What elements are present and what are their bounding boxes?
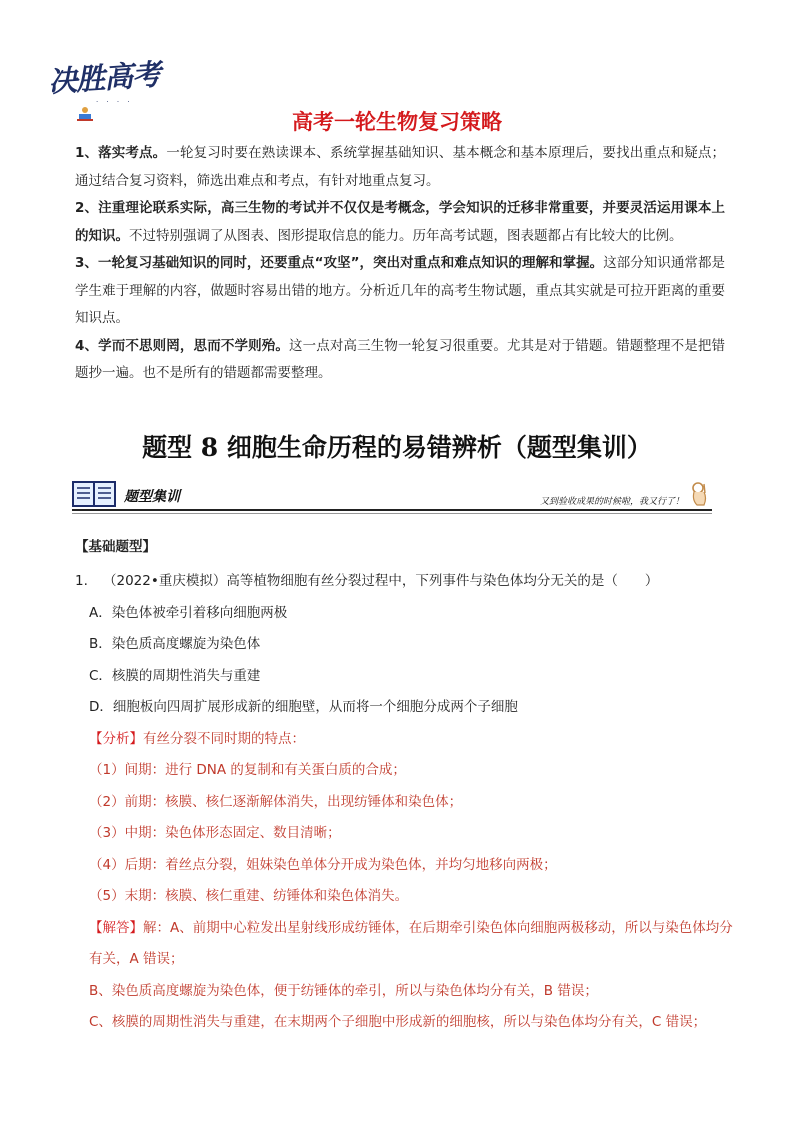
intro-section bbox=[75, 140, 725, 388]
intro-paragraph: 2、注重理论联系实际，高三生物的考试并不仅仅是考概念，学会知识的迁移非常重要，并要灵活运用课本上的知识。不过特别强调了从图表、图形提取信息的能力。历年高考试题，图表题都占有比较大的比例。 bbox=[75, 200, 725, 244]
banner-slogan: 又到验收成果的时候啦，我又行了！ bbox=[539, 497, 684, 507]
book-icon bbox=[72, 480, 116, 508]
analysis-item: （5）末期：核膜、核仁重建、纺锤体和染色体消失。 bbox=[89, 888, 409, 904]
option-c: C．核膜的周期性消失与重建 bbox=[89, 667, 261, 684]
banner-label: 题型集训 bbox=[124, 489, 180, 505]
answer-line: B、染色质高度螺旋为染色体，便于纺锤体的牵引，所以与染色体均分有关，B 错误； bbox=[89, 982, 598, 999]
banner-rule bbox=[72, 509, 712, 511]
option-b: B．染色质高度螺旋为染色体 bbox=[89, 636, 261, 652]
analysis-item: （2）前期：核膜、核仁逐渐解体消失，出现纺锤体和染色体； bbox=[89, 793, 463, 810]
intro-paragraph: 4、学而不思则罔，思而不学则殆。这一点对高三生物一轮复习很重要。尤其是对于错题。错题整理不是把错题抄一遍。也不是所有的错题都需要整理。 bbox=[75, 337, 725, 381]
intro-paragraph: 1、落实考点。一轮复习时要在熟读课本、系统掌握基础知识、基本概念和基本原理后，要找出重点和疑点；通过结合复习资料，筛选出难点和考点，有针对地重点复习。 bbox=[75, 145, 725, 189]
question-1 bbox=[75, 566, 735, 1039]
analysis-item: （3）中期：染色体形态固定、数目清晰； bbox=[89, 825, 341, 841]
main-title: 高考一轮生物复习策略 bbox=[292, 110, 502, 134]
section-banner bbox=[72, 478, 712, 514]
logo-text: 决胜高考 bbox=[47, 57, 162, 99]
analysis-heading: 【分析】有丝分裂不同时期的特点： bbox=[89, 730, 305, 747]
option-a: A．染色体被牵引着移向细胞两极 bbox=[89, 604, 288, 621]
question-number: 1. bbox=[75, 573, 88, 589]
logo-subtitle: · · · · bbox=[96, 98, 133, 106]
intro-paragraph: 3、一轮复习基础知识的同时，还要重点“攻坚”，突出对重点和难点知识的理解和掌握。这部分知识通常都是学生难于理解的内容，做题时容易出错的地方。分析近几年的高考生物试题，重点其实就是可拉开距离的重要知识点。 bbox=[75, 255, 725, 326]
banner-rule-thin bbox=[72, 513, 712, 514]
answer-line: 【解答】解：A、前期中心粒发出星射线形成纺锤体，在后期牵引染色体向细胞两极移动，所以与染色体均分有关，A 错误； bbox=[89, 919, 733, 967]
analysis-item: （1）间期：进行 DNA 的复制和有关蛋白质的合成； bbox=[89, 762, 406, 778]
answer-line: C、核膜的周期性消失与重建，在末期两个子细胞中形成新的细胞核，所以与染色体均分有关，C 错误； bbox=[89, 1014, 707, 1030]
question-stem: 1. （2022•重庆模拟）高等植物细胞有丝分裂过程中，下列事件与染色体均分无关的是（ ） bbox=[75, 566, 735, 598]
ok-hand-icon bbox=[688, 480, 710, 508]
section-title: 题型 8 细胞生命历程的易错辨析（题型集训） bbox=[142, 433, 652, 462]
option-d: D．细胞板向四周扩展形成新的细胞壁，从而将一个细胞分成两个子细胞 bbox=[89, 699, 518, 715]
basic-section-label: 【基础题型】 bbox=[75, 539, 156, 555]
analysis-item: （4）后期：着丝点分裂，姐妹染色单体分开成为染色体，并均匀地移向两极； bbox=[89, 856, 557, 873]
